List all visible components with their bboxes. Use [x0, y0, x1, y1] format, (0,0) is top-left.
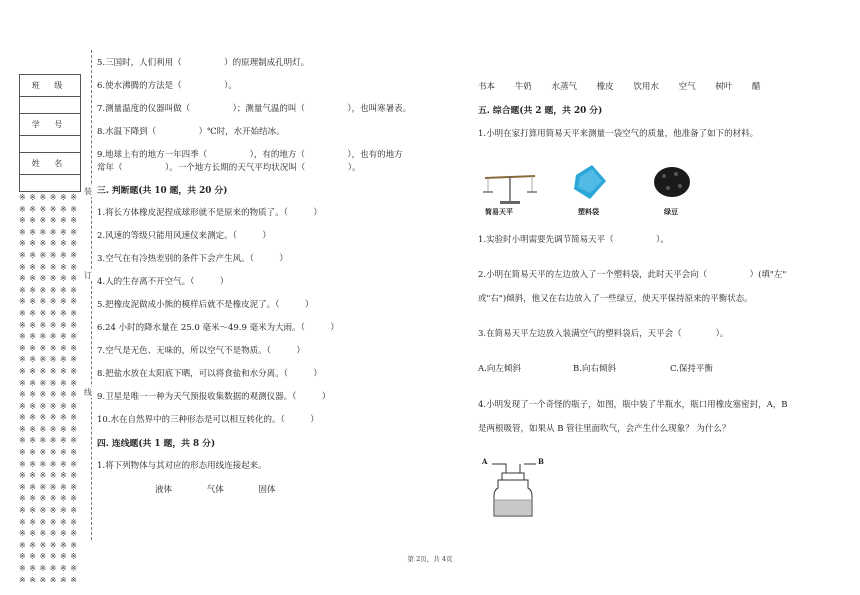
class-field — [20, 97, 81, 114]
judge-item-10: 10.水在自然界中的三种形态是可以相互转化的。（ ） — [97, 415, 319, 425]
fill-question-9: 9.地球上有的地方一年四季（ ），有的地方（ ），也有的地方 — [97, 150, 403, 160]
page-footer: 第 2页，共 4页 — [407, 555, 453, 563]
judge-item-3: 3.空气在有冷热差别的条件下会产生风。（ ） — [97, 254, 288, 264]
option-a: A.向左倾斜 — [478, 364, 521, 374]
fill-question-7: 7.测量温度的仪器叫做（ ）；测量气温的叫（ ），也叫寒暑表。 — [97, 104, 412, 114]
name-field — [20, 175, 81, 192]
balance-image — [480, 166, 540, 206]
state-gas: 气体 — [206, 485, 224, 495]
label-bag: 塑料袋 — [578, 207, 599, 216]
sub-question-1: 1.实验时小明需要先调节简易天平（ ）。 — [478, 235, 669, 245]
section-3-heading: 三. 判断题(共 10 题，共 20 分) — [97, 186, 228, 196]
binding-line — [91, 50, 92, 540]
object-steam: 水蒸气 — [551, 82, 577, 92]
fill-question-8: 8.水温下降到（ ）℃时，水开始结冰。 — [97, 127, 285, 137]
judge-item-6: 6.24 小时的降水量在 25.0 毫米～49.9 毫米为大雨。（ ） — [97, 323, 339, 333]
name-label: 姓 名 — [20, 153, 81, 175]
sub-question-2: 2.小明在简易天平的左边放入了一个塑料袋，此时天平会向（ ）(填"左" — [478, 270, 787, 280]
object-eraser: 橡皮 — [596, 82, 614, 92]
section-4-heading: 四. 连线题(共 1 题，共 8 分) — [97, 439, 216, 449]
fill-question-5: 5.三国时，人们利用（ ）的原理制成孔明灯。 — [97, 58, 310, 68]
student-info-table — [19, 74, 81, 192]
object-leaf: 树叶 — [715, 82, 733, 92]
binding-char-ding: 订 — [84, 271, 92, 280]
binding-pattern: ※ ※ ※ ※ ※ ※ ※ ※ ※ ※ ※ ※ ※ ※ ※ ※ ※ ※ ※ ※ ※ ※ ※ ※ ※ ※ ※ ※ ※ ※ ※ ※ ※ ※ ※ ※ ※ ※ ※ ※ ※ ※ ※ ※ ※ ※ ※ ※ ※ ※ ※ ※ ※ ※ ※ ※ ※ ※ ※ ※ ※ ※ ※ ※ ※ ※ ※ ※ ※ ※ ※ ※ ※ ※ ※ ※ ※ ※ ※ ※ ※ ※ ※ ※ ※ ※ ※ ※ ※ ※ ※ ※ ※ ※ ※ ※ ※ ※ ※ ※ ※ ※ ※ ※ ※ ※ ※ ※ ※ ※ ※ ※ ※ ※ ※ ※ ※ ※ ※ ※ ※ ※ ※ ※ ※ ※ ※ ※ ※ ※ ※ ※ ※ ※ ※ ※ ※ ※ ※ ※ ※ ※ ※ ※ ※ ※ ※ ※ ※ ※ ※ ※ ※ ※ ※ ※ ※ ※ ※ ※ ※ ※ ※ ※ ※ ※ ※ ※ ※ ※ ※ ※ ※ ※ ※ ※ ※ ※ ※ ※ ※ ※ ※ ※ ※ ※ ※ ※ ※ ※ ※ ※ ※ ※ ※ ※ ※ ※ ※ ※ ※ ※ ※ ※ — [19, 193, 78, 582]
student-id-field — [20, 136, 81, 153]
section-5-intro: 1.小明在家打算用简易天平来测量一袋空气的质量，他准备了如下的材料。 — [478, 129, 759, 139]
label-beans: 绿豆 — [664, 207, 678, 216]
tube-b-label: B — [538, 457, 544, 466]
option-b: B.向右倾斜 — [573, 364, 616, 374]
fill-question-9-cont: 常年（ ）。一个地方长期的天气平均状况叫（ ）。 — [97, 163, 361, 173]
state-solid: 固体 — [258, 485, 276, 495]
object-words — [478, 80, 778, 92]
label-balance: 简易天平 — [485, 207, 513, 216]
judge-item-7: 7.空气是无色、无味的，所以空气不是物质。（ ） — [97, 346, 305, 356]
state-words — [155, 483, 307, 495]
option-c: C.保持平衡 — [670, 364, 713, 374]
judge-item-5: 5.把橡皮泥做成小熊的模样后就不是橡皮泥了。（ ） — [97, 300, 314, 310]
judge-item-2: 2.风速的等级只能用风速仪来测定。（ ） — [97, 231, 271, 241]
fill-question-6: 6.使水沸腾的方法是（ ）。 — [97, 81, 237, 91]
object-milk: 牛奶 — [514, 82, 532, 92]
state-liquid: 液体 — [155, 485, 173, 495]
object-air: 空气 — [678, 82, 696, 92]
sub-question-2-cont: 或"右")倾斜，他又在右边放入了一些绿豆，使天平保持原来的平衡状态。 — [478, 294, 753, 304]
section-5-heading: 五. 综合题(共 2 题，共 20 分) — [478, 106, 603, 116]
mung-beans-image — [652, 164, 692, 200]
tube-a-label: A — [482, 457, 488, 466]
judge-item-1: 1.将长方体橡皮泥捏成球形就不是原来的物质了。（ ） — [97, 208, 322, 218]
plastic-bag-image — [572, 163, 608, 203]
sub-question-4-cont: 是两根吸管，如果从 B 管往里面吹气，会产生什么现象？ 为什么？ — [478, 424, 731, 434]
judge-item-9: 9.卫星是唯一一种为天气预报收集数据的观测仪器。（ ） — [97, 392, 331, 402]
class-label: 班 级 — [20, 75, 81, 97]
object-water: 饮用水 — [633, 82, 659, 92]
object-book: 书本 — [478, 82, 496, 92]
binding-char-zhuang: 装 — [84, 187, 92, 196]
object-vinegar: 醋 — [752, 82, 761, 92]
sub-question-4: 4.小明发现了一个奇怪的瓶子，如图，瓶中装了半瓶水，瓶口用橡皮塞密封，A，B — [478, 400, 788, 410]
sub-question-3: 3.在简易天平左边放入装满空气的塑料袋后，天平会（ ）。 — [478, 329, 729, 339]
matching-instruction: 1.将下列物体与其对应的形态用线连接起来。 — [97, 461, 267, 471]
binding-char-xian: 线 — [84, 388, 92, 397]
student-id-label: 学 号 — [20, 114, 81, 136]
judge-item-8: 8.把盐水放在太阳底下晒，可以将食盐和水分离。（ ） — [97, 369, 322, 379]
judge-item-4: 4.人的生存离不开空气。（ ） — [97, 277, 229, 287]
